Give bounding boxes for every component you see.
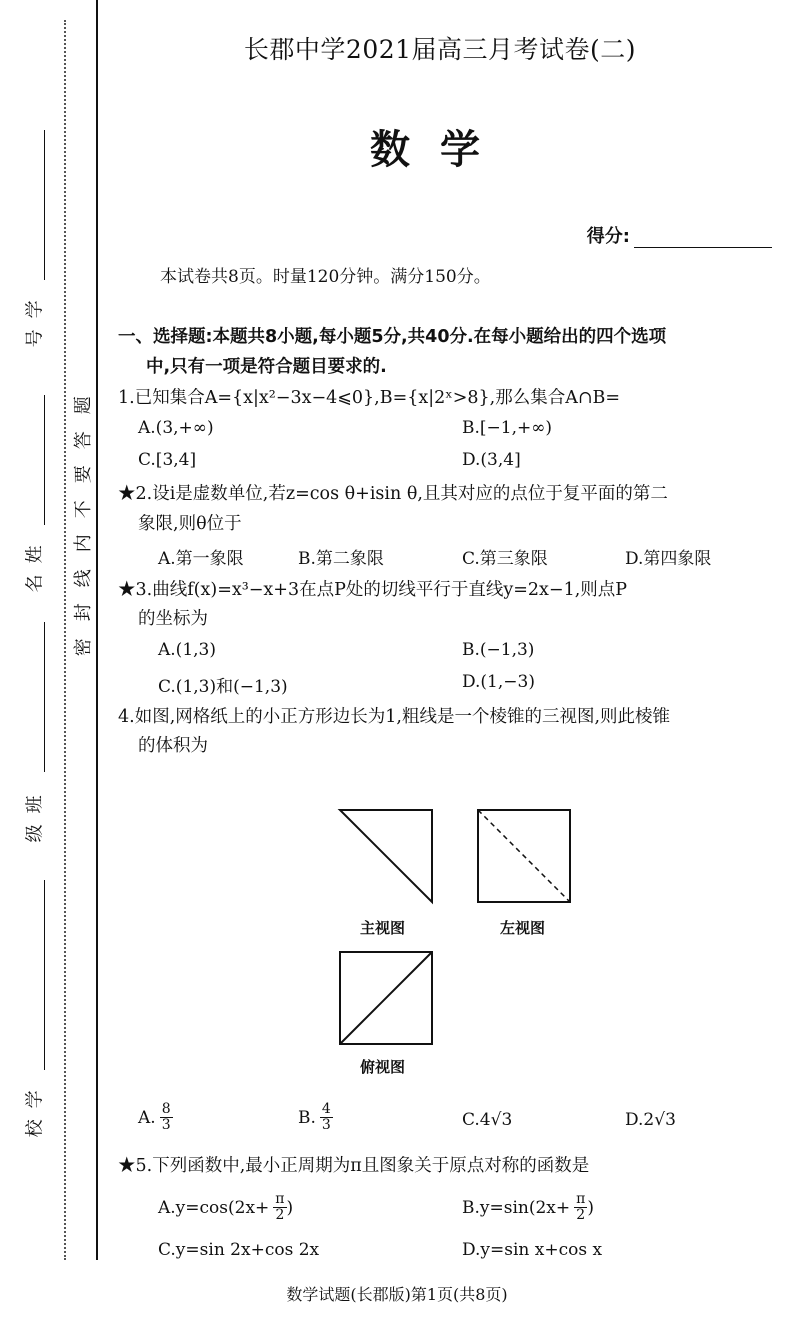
q2-option-b: B.第二象限 — [298, 549, 384, 569]
q3-option-d: D.(1,−3) — [462, 672, 535, 692]
q4-option-a-prefix: A. — [138, 1107, 156, 1128]
q5-option-d: D.y=sin x+cos x — [462, 1240, 603, 1260]
page-footer: 数学试题(长郡版)第1页(共8页) — [286, 1285, 508, 1304]
q4-a-den: 3 — [161, 1117, 171, 1133]
front-view-triangle — [340, 810, 432, 902]
q5-a-pre: A.y=cos(2x+ — [158, 1197, 270, 1218]
q2-stem-line1: ★2.设i是虚数单位,若z=cos θ+isin θ,且其对应的点位于复平面的第二 — [118, 484, 668, 504]
front-view-caption: 主视图 — [360, 919, 406, 937]
school-label — [24, 1085, 46, 1143]
vertical-char: 名 — [24, 574, 46, 593]
q4-option-b-prefix: B. — [298, 1107, 316, 1128]
name-blank[interactable] — [44, 395, 45, 525]
q3-option-c: C.(1,3)和(−1,3) — [158, 677, 288, 697]
q4-stem-line2: 的体积为 — [138, 736, 208, 756]
side-view-caption: 左视图 — [500, 919, 546, 937]
q5-option-b — [462, 1192, 594, 1223]
q2-option-c: C.第三象限 — [462, 549, 548, 569]
q4-option-d: D.2√3 — [625, 1110, 676, 1130]
vertical-char: 要 — [72, 465, 94, 484]
vertical-char: 答 — [72, 430, 94, 449]
section-heading-line2: 中,只有一项是符合题目要求的. — [146, 357, 387, 377]
exam-title: 长郡中学2021届高三月考试卷(二) — [243, 35, 637, 64]
vertical-char: 封 — [72, 603, 94, 622]
q4-option-a-fraction — [160, 1102, 173, 1133]
student-id-label — [24, 295, 46, 353]
top-view-caption: 俯视图 — [360, 1058, 406, 1076]
vertical-char: 不 — [72, 499, 94, 518]
binding-dotted-line — [64, 20, 66, 1260]
q4-b-den: 3 — [321, 1117, 331, 1133]
section-heading — [118, 322, 778, 382]
q3-option-b: B.(−1,3) — [462, 640, 535, 660]
q4-a-num: 8 — [161, 1101, 171, 1117]
q1-option-d: D.(3,4] — [462, 450, 521, 470]
q1-option-a: A.(3,+∞) — [138, 418, 214, 438]
q2-option-d: D.第四象限 — [625, 549, 712, 569]
vertical-char: 密 — [72, 637, 94, 656]
score-field — [587, 222, 772, 248]
q4-stem-line1: 4.如图,网格纸上的小正方形边长为1,粗线是一个棱锥的三视图,则此棱锥 — [118, 707, 671, 727]
vertical-char: 号 — [24, 329, 46, 348]
q1-option-c: C.[3,4] — [138, 450, 197, 470]
score-blank[interactable] — [634, 227, 772, 248]
binding-warning — [74, 388, 94, 664]
class-label — [24, 790, 46, 848]
q5-option-a — [158, 1192, 293, 1223]
vertical-char: 姓 — [24, 545, 46, 564]
q2-stem-line2: 象限,则θ位于 — [138, 514, 242, 534]
q3-option-a: A.(1,3) — [158, 640, 216, 660]
q3-stem-line1: ★3.曲线f(x)=x³−x+3在点P处的切线平行于直线y=2x−1,则点P — [118, 580, 628, 600]
q2-option-a: A.第一象限 — [158, 549, 244, 569]
q4-option-a — [138, 1102, 173, 1133]
student-id-blank[interactable] — [44, 130, 45, 280]
q5-stem: ★5.下列函数中,最小正周期为π且图象关于原点对称的函数是 — [118, 1156, 590, 1176]
q3-stem-line2: 的坐标为 — [138, 609, 208, 629]
q5-b-den: 2 — [576, 1207, 586, 1223]
vertical-char: 级 — [24, 824, 46, 843]
class-blank[interactable] — [44, 622, 45, 772]
q4-option-c: C.4√3 — [462, 1110, 513, 1130]
vertical-char: 学 — [24, 300, 46, 319]
q5-option-c: C.y=sin 2x+cos 2x — [158, 1240, 320, 1260]
side-view-dashed-diagonal — [478, 810, 570, 902]
vertical-char: 题 — [72, 396, 94, 415]
school-blank[interactable] — [44, 880, 45, 1070]
score-label: 得分: — [586, 226, 630, 247]
q5-a-den: 2 — [275, 1207, 285, 1223]
name-label — [24, 540, 46, 598]
vertical-char: 学 — [24, 1090, 46, 1109]
q5-a-post: ) — [286, 1197, 294, 1218]
vertical-char: 班 — [24, 795, 46, 814]
q5-b-num: π — [576, 1191, 586, 1207]
three-view-figure — [330, 800, 590, 1100]
exam-note: 本试卷共8页。时量120分钟。满分150分。 — [160, 267, 491, 287]
section-heading-line1: 一、选择题:本题共8小题,每小题5分,共40分.在每小题给出的四个选项 — [118, 327, 667, 347]
subject-title: 数学 — [370, 127, 510, 173]
q5-b-post: ) — [587, 1197, 594, 1218]
top-view-diagonal — [340, 952, 432, 1044]
q5-a-num: π — [275, 1191, 285, 1207]
vertical-char: 线 — [72, 568, 94, 587]
q5-b-pre: B.y=sin(2x+ — [462, 1197, 571, 1218]
binding-solid-line — [96, 0, 98, 1260]
q5-b-fraction — [574, 1192, 587, 1223]
q4-option-b — [298, 1102, 333, 1133]
q5-a-fraction — [273, 1192, 286, 1223]
q4-option-b-fraction — [320, 1102, 333, 1133]
vertical-char: 校 — [24, 1119, 46, 1138]
vertical-char: 内 — [72, 534, 94, 553]
q1-stem: 1.已知集合A={x|x²−3x−4⩽0},B={x|2ˣ>8},那么集合A∩B= — [118, 388, 621, 408]
q4-b-num: 4 — [321, 1101, 331, 1117]
q1-option-b: B.[−1,+∞) — [462, 418, 553, 438]
